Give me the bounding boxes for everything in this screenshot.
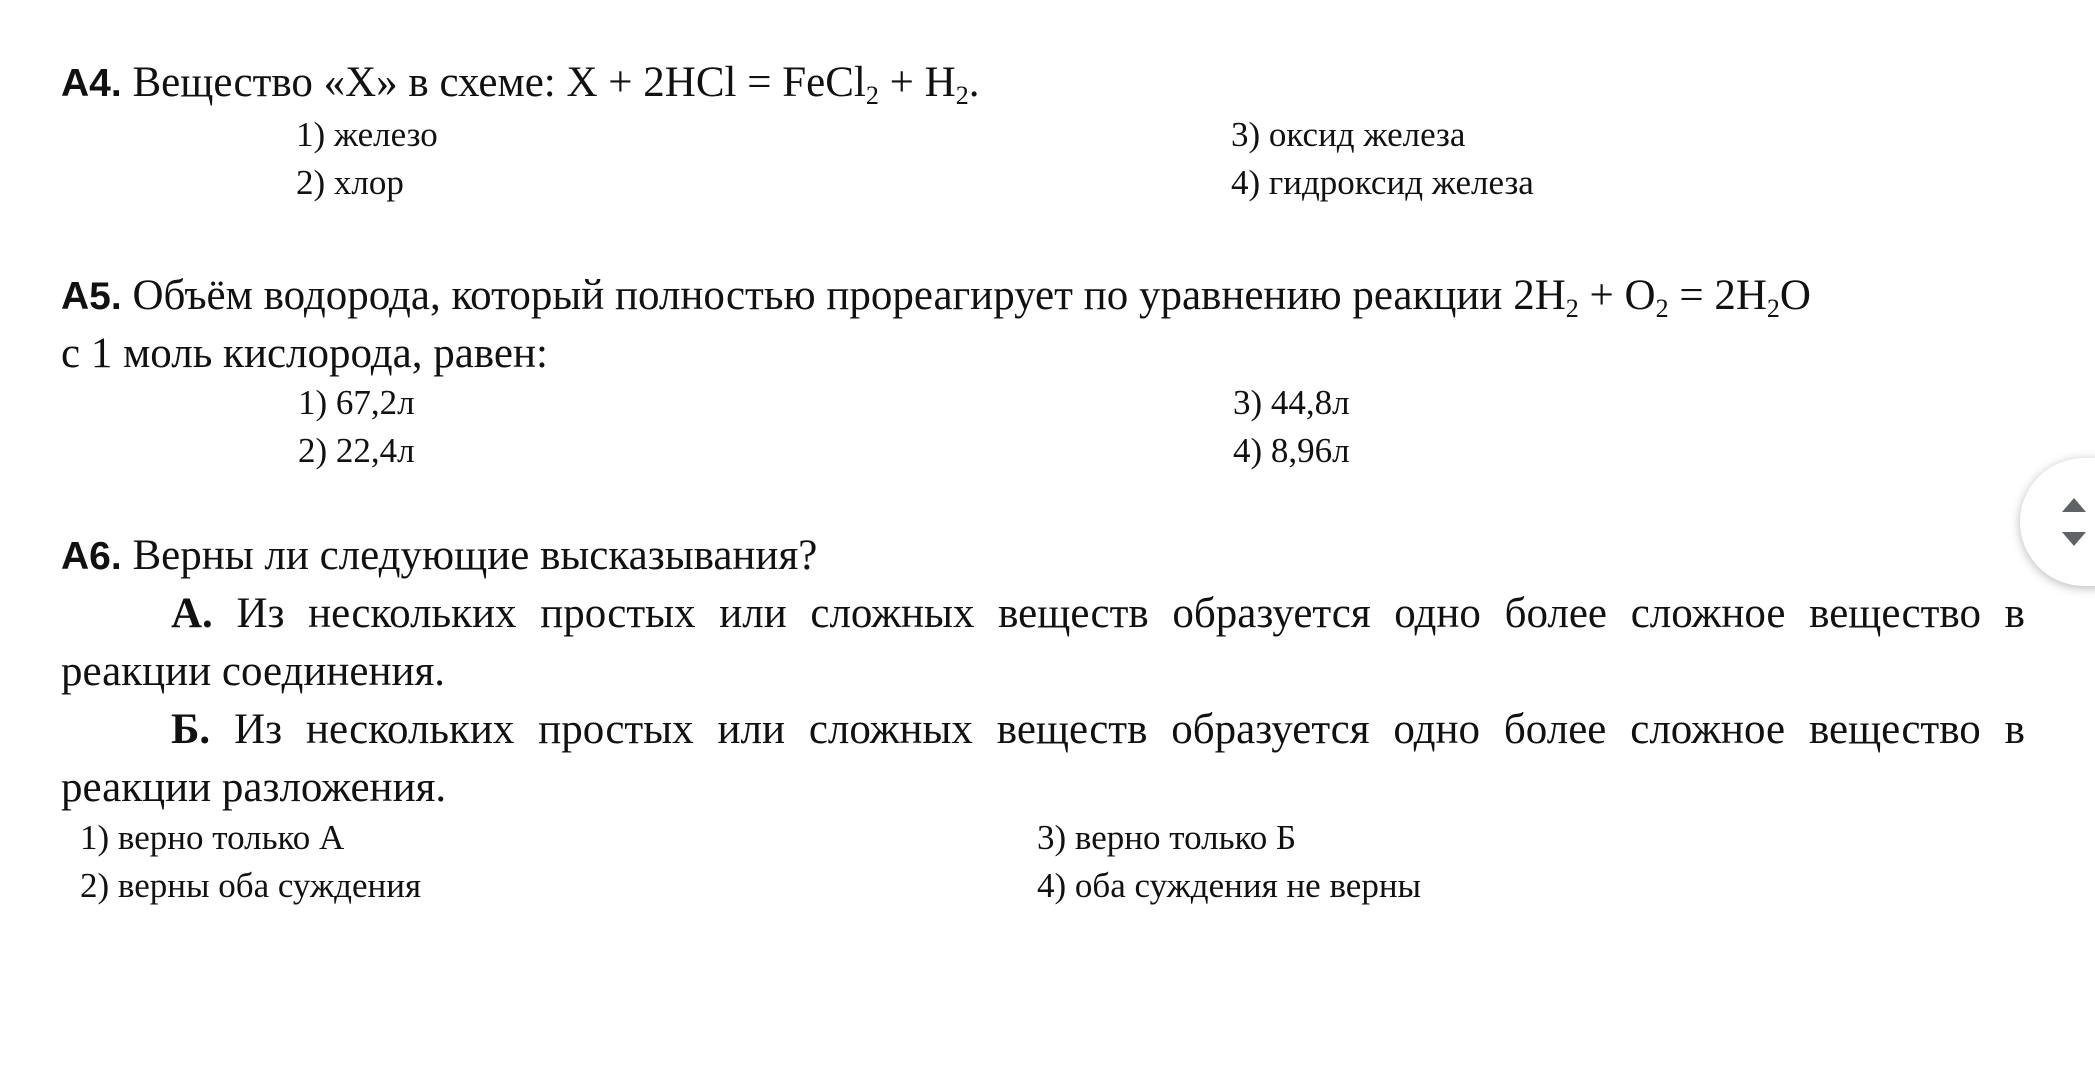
statement-word: простых [538,706,694,753]
statement-word: в [2004,590,2025,637]
question-a5-end-o: O [1779,272,1811,319]
question-a6 [61,527,817,586]
chevron-up-icon[interactable] [2062,498,2086,512]
statement-word: Из [234,706,283,753]
a6-answer-2: 2) верны оба суждения [80,866,422,905]
statement-b-label: Б. [171,706,211,753]
a4-answer-4: 4) гидроксид железа [1231,163,1534,202]
scroll-control[interactable] [2020,458,2095,586]
statement-word: веществ [996,706,1148,753]
a5-answer-3: 3) 44,8л [1233,383,1350,422]
a5-answer-4: 4) 8,96л [1233,431,1350,470]
statement-word: веществ [998,590,1149,637]
question-a4-label: A4. [61,62,122,105]
question-a5-text: Объём водорода, который полностью прореагирует по уравнению реакции 2H [121,272,1566,319]
statement-word: более [1504,590,1608,637]
statement-a-line1 [61,585,2025,643]
question-a4-text-mid: + H [878,59,956,106]
subscript: 2 [1565,294,1579,323]
question-a5-label: A5. [61,275,122,318]
statement-word: более [1503,706,1607,753]
a4-answer-1: 1) железо [296,115,438,154]
statement-word: Из [236,590,285,637]
question-a4-text: Вещество «X» в схеме: X + 2HCl = FeCl [121,59,866,106]
a5-answer-1: 1) 67,2л [298,383,415,422]
a4-answer-2: 2) хлор [296,163,404,202]
statement-word: сложных [808,706,973,753]
question-a5-eq-h: = 2H [1668,272,1767,319]
statement-word: образуется [1171,706,1370,753]
a4-answer-3: 3) оксид железа [1231,115,1466,154]
a6-answer-1: 1) верно только А [80,818,345,857]
question-a6-label: A6. [61,535,122,578]
question-a5-line2: с 1 моль кислорода, равен: [61,330,548,377]
statement-word: сложное [1630,590,1786,637]
statement-word: или [719,590,787,637]
statement-a-label: А. [171,590,213,637]
a6-answer-4: 4) оба суждения не верны [1037,866,1422,905]
question-a6-text: Верны ли следующие высказывания? [121,532,818,579]
statement-word: вещество [1808,706,1981,753]
statement-word: сложных [810,590,975,637]
question-a5 [61,267,1811,326]
statement-word: нескольких [308,590,517,637]
statement-word: одно [1393,706,1481,753]
subscript: 2 [955,81,969,110]
statement-word: одно [1394,590,1481,637]
statement-word: или [717,706,785,753]
a5-answer-2: 2) 22,4л [298,431,415,470]
subscript: 2 [1766,294,1780,323]
statement-a-line2: реакции соединения. [61,648,446,695]
chevron-down-icon[interactable] [2062,532,2086,546]
question-a4-text-end: . [968,59,980,106]
statement-b-line2: реакции разложения. [61,764,447,811]
question-a5-plus-o: + O [1578,272,1656,319]
statement-word: нескольких [305,706,515,753]
subscript: 2 [865,81,879,110]
statement-word: образуется [1172,590,1371,637]
statement-word: сложное [1630,706,1786,753]
question-a4 [61,54,979,113]
statement-word: в [2004,706,2025,753]
statement-word: простых [540,590,696,637]
statement-word: вещество [1809,590,1981,637]
statement-b-line1 [61,701,2025,759]
subscript: 2 [1655,294,1669,323]
a6-answer-3: 3) верно только Б [1037,818,1297,857]
